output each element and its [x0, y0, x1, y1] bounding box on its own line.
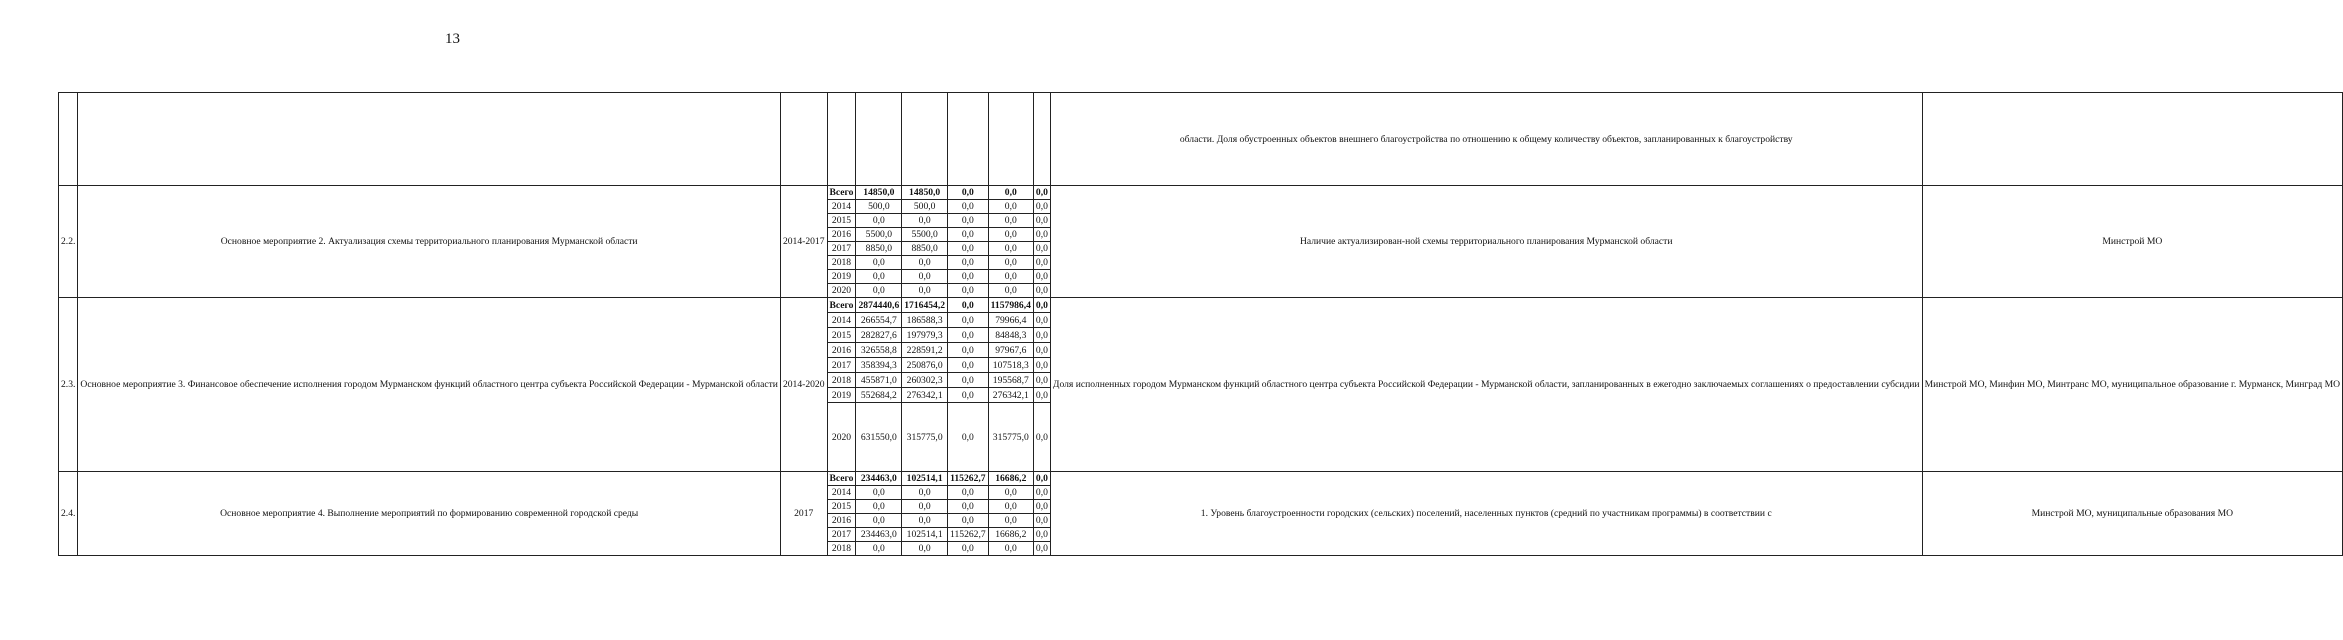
activity-title: Основное мероприятие 3. Финансовое обеспечение исполнения городом Мурманском функций областного центра субъекта Российской Федерации - Мурманской области	[78, 298, 781, 472]
year-cell: 2014	[827, 486, 856, 500]
table-row	[59, 298, 2343, 313]
other-sources-cell: 0,0	[1033, 242, 1050, 256]
federal-budget-cell: 0,0	[948, 284, 989, 298]
value-cell	[902, 93, 948, 186]
other-sources-cell: 0,0	[1033, 313, 1050, 328]
federal-budget-cell: 0,0	[948, 313, 989, 328]
federal-budget-cell: 0,0	[948, 228, 989, 242]
federal-budget-cell: 0,0	[948, 200, 989, 214]
year-cell: 2016	[827, 228, 856, 242]
total-cell: 0,0	[856, 284, 902, 298]
total-cell: 0,0	[856, 542, 902, 556]
total-cell: 234463,0	[856, 472, 902, 486]
other-sources-cell: 0,0	[1033, 270, 1050, 284]
local-budget-cell: 1157986,4	[988, 298, 1033, 313]
other-sources-cell: 0,0	[1033, 388, 1050, 403]
local-budget-cell: 84848,3	[988, 328, 1033, 343]
local-budget-cell: 79966,4	[988, 313, 1033, 328]
other-sources-cell: 0,0	[1033, 200, 1050, 214]
regional-budget-cell: 260302,3	[902, 373, 948, 388]
regional-budget-cell: 8850,0	[902, 242, 948, 256]
regional-budget-cell: 14850,0	[902, 186, 948, 200]
federal-budget-cell: 0,0	[948, 486, 989, 500]
year-cell: 2019	[827, 270, 856, 284]
other-sources-cell: 0,0	[1033, 472, 1050, 486]
activity-period: 2014-2017	[780, 186, 827, 298]
activity-indicator: 1. Уровень благоустроенности городских (сельских) поселений, населенных пунктов (средний по участникам программы) в соответствии с	[1050, 472, 1922, 556]
activity-title: Основное мероприятие 2. Актуализация схемы территориального планирования Мурманской области	[78, 186, 781, 298]
total-cell: 0,0	[856, 270, 902, 284]
other-sources-cell: 0,0	[1033, 373, 1050, 388]
total-cell: 326558,8	[856, 343, 902, 358]
federal-budget-cell: 0,0	[948, 270, 989, 284]
local-budget-cell: 97967,6	[988, 343, 1033, 358]
continuation-row	[59, 93, 2343, 186]
regional-budget-cell: 5500,0	[902, 228, 948, 242]
federal-budget-cell: 0,0	[948, 343, 989, 358]
local-budget-cell: 0,0	[988, 200, 1033, 214]
federal-budget-cell: 0,0	[948, 242, 989, 256]
local-budget-cell: 0,0	[988, 186, 1033, 200]
total-cell: 500,0	[856, 200, 902, 214]
total-cell: 266554,7	[856, 313, 902, 328]
local-budget-cell: 0,0	[988, 486, 1033, 500]
table-row	[59, 186, 2343, 200]
federal-budget-cell: 115262,7	[948, 528, 989, 542]
activity-indicator: Наличие актуализирован-ной схемы территориального планирования Мурманской области	[1050, 186, 1922, 298]
value-cell	[948, 93, 989, 186]
activity-executor: Минстрой МО, муниципальные образования МО	[1922, 472, 2343, 556]
total-cell: 0,0	[856, 214, 902, 228]
regional-budget-cell: 315775,0	[902, 403, 948, 472]
activity-executor: Минстрой МО, Минфин МО, Минтранс МО, муниципальное образование г. Мурманск, Минград МО	[1922, 298, 2343, 472]
federal-budget-cell: 0,0	[948, 256, 989, 270]
value-cell	[856, 93, 902, 186]
local-budget-cell: 0,0	[988, 242, 1033, 256]
year-cell: Всего	[827, 298, 856, 313]
federal-budget-cell: 0,0	[948, 186, 989, 200]
federal-budget-cell: 0,0	[948, 514, 989, 528]
program-activities-table	[58, 92, 2343, 556]
year-cell: 2015	[827, 500, 856, 514]
regional-budget-cell: 0,0	[902, 500, 948, 514]
table-row	[59, 472, 2343, 486]
value-cell	[988, 93, 1033, 186]
year-cell: Всего	[827, 186, 856, 200]
other-sources-cell: 0,0	[1033, 214, 1050, 228]
regional-budget-cell: 228591,2	[902, 343, 948, 358]
num-cell	[59, 93, 78, 186]
total-cell: 0,0	[856, 486, 902, 500]
total-cell: 0,0	[856, 256, 902, 270]
local-budget-cell: 276342,1	[988, 388, 1033, 403]
year-cell: 2014	[827, 313, 856, 328]
year-cell: 2015	[827, 328, 856, 343]
title-cell	[78, 93, 781, 186]
regional-budget-cell: 0,0	[902, 256, 948, 270]
regional-budget-cell: 186588,3	[902, 313, 948, 328]
value-cell	[1033, 93, 1050, 186]
regional-budget-cell: 0,0	[902, 514, 948, 528]
year-cell: 2017	[827, 242, 856, 256]
regional-budget-cell: 0,0	[902, 486, 948, 500]
total-cell: 552684,2	[856, 388, 902, 403]
local-budget-cell: 0,0	[988, 284, 1033, 298]
local-budget-cell: 0,0	[988, 542, 1033, 556]
other-sources-cell: 0,0	[1033, 298, 1050, 313]
year-cell: 2020	[827, 284, 856, 298]
year-cell: 2016	[827, 343, 856, 358]
other-sources-cell: 0,0	[1033, 328, 1050, 343]
local-budget-cell: 0,0	[988, 228, 1033, 242]
period-cell	[780, 93, 827, 186]
indicator-cell: области. Доля обустроенных объектов внешнего благоустройства по отношению к общему количеству объектов, запланированных к благоустройству	[1050, 93, 1922, 186]
year-cell: 2017	[827, 528, 856, 542]
total-cell: 455871,0	[856, 373, 902, 388]
regional-budget-cell: 276342,1	[902, 388, 948, 403]
year-cell: 2016	[827, 514, 856, 528]
regional-budget-cell: 102514,1	[902, 472, 948, 486]
other-sources-cell: 0,0	[1033, 514, 1050, 528]
total-cell: 282827,6	[856, 328, 902, 343]
activity-number: 2.4.	[59, 472, 78, 556]
other-sources-cell: 0,0	[1033, 403, 1050, 472]
other-sources-cell: 0,0	[1033, 343, 1050, 358]
other-sources-cell: 0,0	[1033, 228, 1050, 242]
local-budget-cell: 16686,2	[988, 528, 1033, 542]
total-cell: 358394,3	[856, 358, 902, 373]
year-cell: 2018	[827, 256, 856, 270]
activity-title: Основное мероприятие 4. Выполнение мероприятий по формированию современной городской среды	[78, 472, 781, 556]
regional-budget-cell: 0,0	[902, 270, 948, 284]
regional-budget-cell: 197979,3	[902, 328, 948, 343]
other-sources-cell: 0,0	[1033, 358, 1050, 373]
local-budget-cell: 0,0	[988, 514, 1033, 528]
page-number: 13	[445, 31, 460, 47]
federal-budget-cell: 0,0	[948, 328, 989, 343]
local-budget-cell: 0,0	[988, 270, 1033, 284]
local-budget-cell: 195568,7	[988, 373, 1033, 388]
federal-budget-cell: 0,0	[948, 542, 989, 556]
activity-executor: Минстрой МО	[1922, 186, 2343, 298]
other-sources-cell: 0,0	[1033, 284, 1050, 298]
local-budget-cell: 0,0	[988, 214, 1033, 228]
executor-cell	[1922, 93, 2343, 186]
federal-budget-cell: 0,0	[948, 214, 989, 228]
activity-period: 2017	[780, 472, 827, 556]
total-cell: 631550,0	[856, 403, 902, 472]
federal-budget-cell: 0,0	[948, 373, 989, 388]
activity-number: 2.3.	[59, 298, 78, 472]
total-cell: 14850,0	[856, 186, 902, 200]
other-sources-cell: 0,0	[1033, 528, 1050, 542]
regional-budget-cell: 0,0	[902, 542, 948, 556]
regional-budget-cell: 0,0	[902, 284, 948, 298]
activity-number: 2.2.	[59, 186, 78, 298]
year-cell: 2014	[827, 200, 856, 214]
year-cell	[827, 93, 856, 186]
other-sources-cell: 0,0	[1033, 186, 1050, 200]
federal-budget-cell: 115262,7	[948, 472, 989, 486]
total-cell: 234463,0	[856, 528, 902, 542]
year-cell: 2020	[827, 403, 856, 472]
regional-budget-cell: 500,0	[902, 200, 948, 214]
total-cell: 5500,0	[856, 228, 902, 242]
federal-budget-cell: 0,0	[948, 500, 989, 514]
year-cell: 2018	[827, 542, 856, 556]
year-cell: 2018	[827, 373, 856, 388]
total-cell: 8850,0	[856, 242, 902, 256]
other-sources-cell: 0,0	[1033, 256, 1050, 270]
year-cell: 2019	[827, 388, 856, 403]
local-budget-cell: 0,0	[988, 500, 1033, 514]
total-cell: 0,0	[856, 500, 902, 514]
other-sources-cell: 0,0	[1033, 542, 1050, 556]
regional-budget-cell: 0,0	[902, 214, 948, 228]
local-budget-cell: 107518,3	[988, 358, 1033, 373]
local-budget-cell: 0,0	[988, 256, 1033, 270]
regional-budget-cell: 1716454,2	[902, 298, 948, 313]
regional-budget-cell: 102514,1	[902, 528, 948, 542]
year-cell: Всего	[827, 472, 856, 486]
federal-budget-cell: 0,0	[948, 358, 989, 373]
local-budget-cell: 315775,0	[988, 403, 1033, 472]
federal-budget-cell: 0,0	[948, 298, 989, 313]
total-cell: 2874440,6	[856, 298, 902, 313]
activity-indicator: Доля исполненных городом Мурманском функций областного центра субъекта Российской Федерации - Мурманской области, запланированных в ежегодно заключаемых соглашениях о предоставлении субсидии	[1050, 298, 1922, 472]
local-budget-cell: 16686,2	[988, 472, 1033, 486]
activity-period: 2014-2020	[780, 298, 827, 472]
other-sources-cell: 0,0	[1033, 500, 1050, 514]
federal-budget-cell: 0,0	[948, 388, 989, 403]
regional-budget-cell: 250876,0	[902, 358, 948, 373]
other-sources-cell: 0,0	[1033, 486, 1050, 500]
federal-budget-cell: 0,0	[948, 403, 989, 472]
year-cell: 2017	[827, 358, 856, 373]
total-cell: 0,0	[856, 514, 902, 528]
year-cell: 2015	[827, 214, 856, 228]
